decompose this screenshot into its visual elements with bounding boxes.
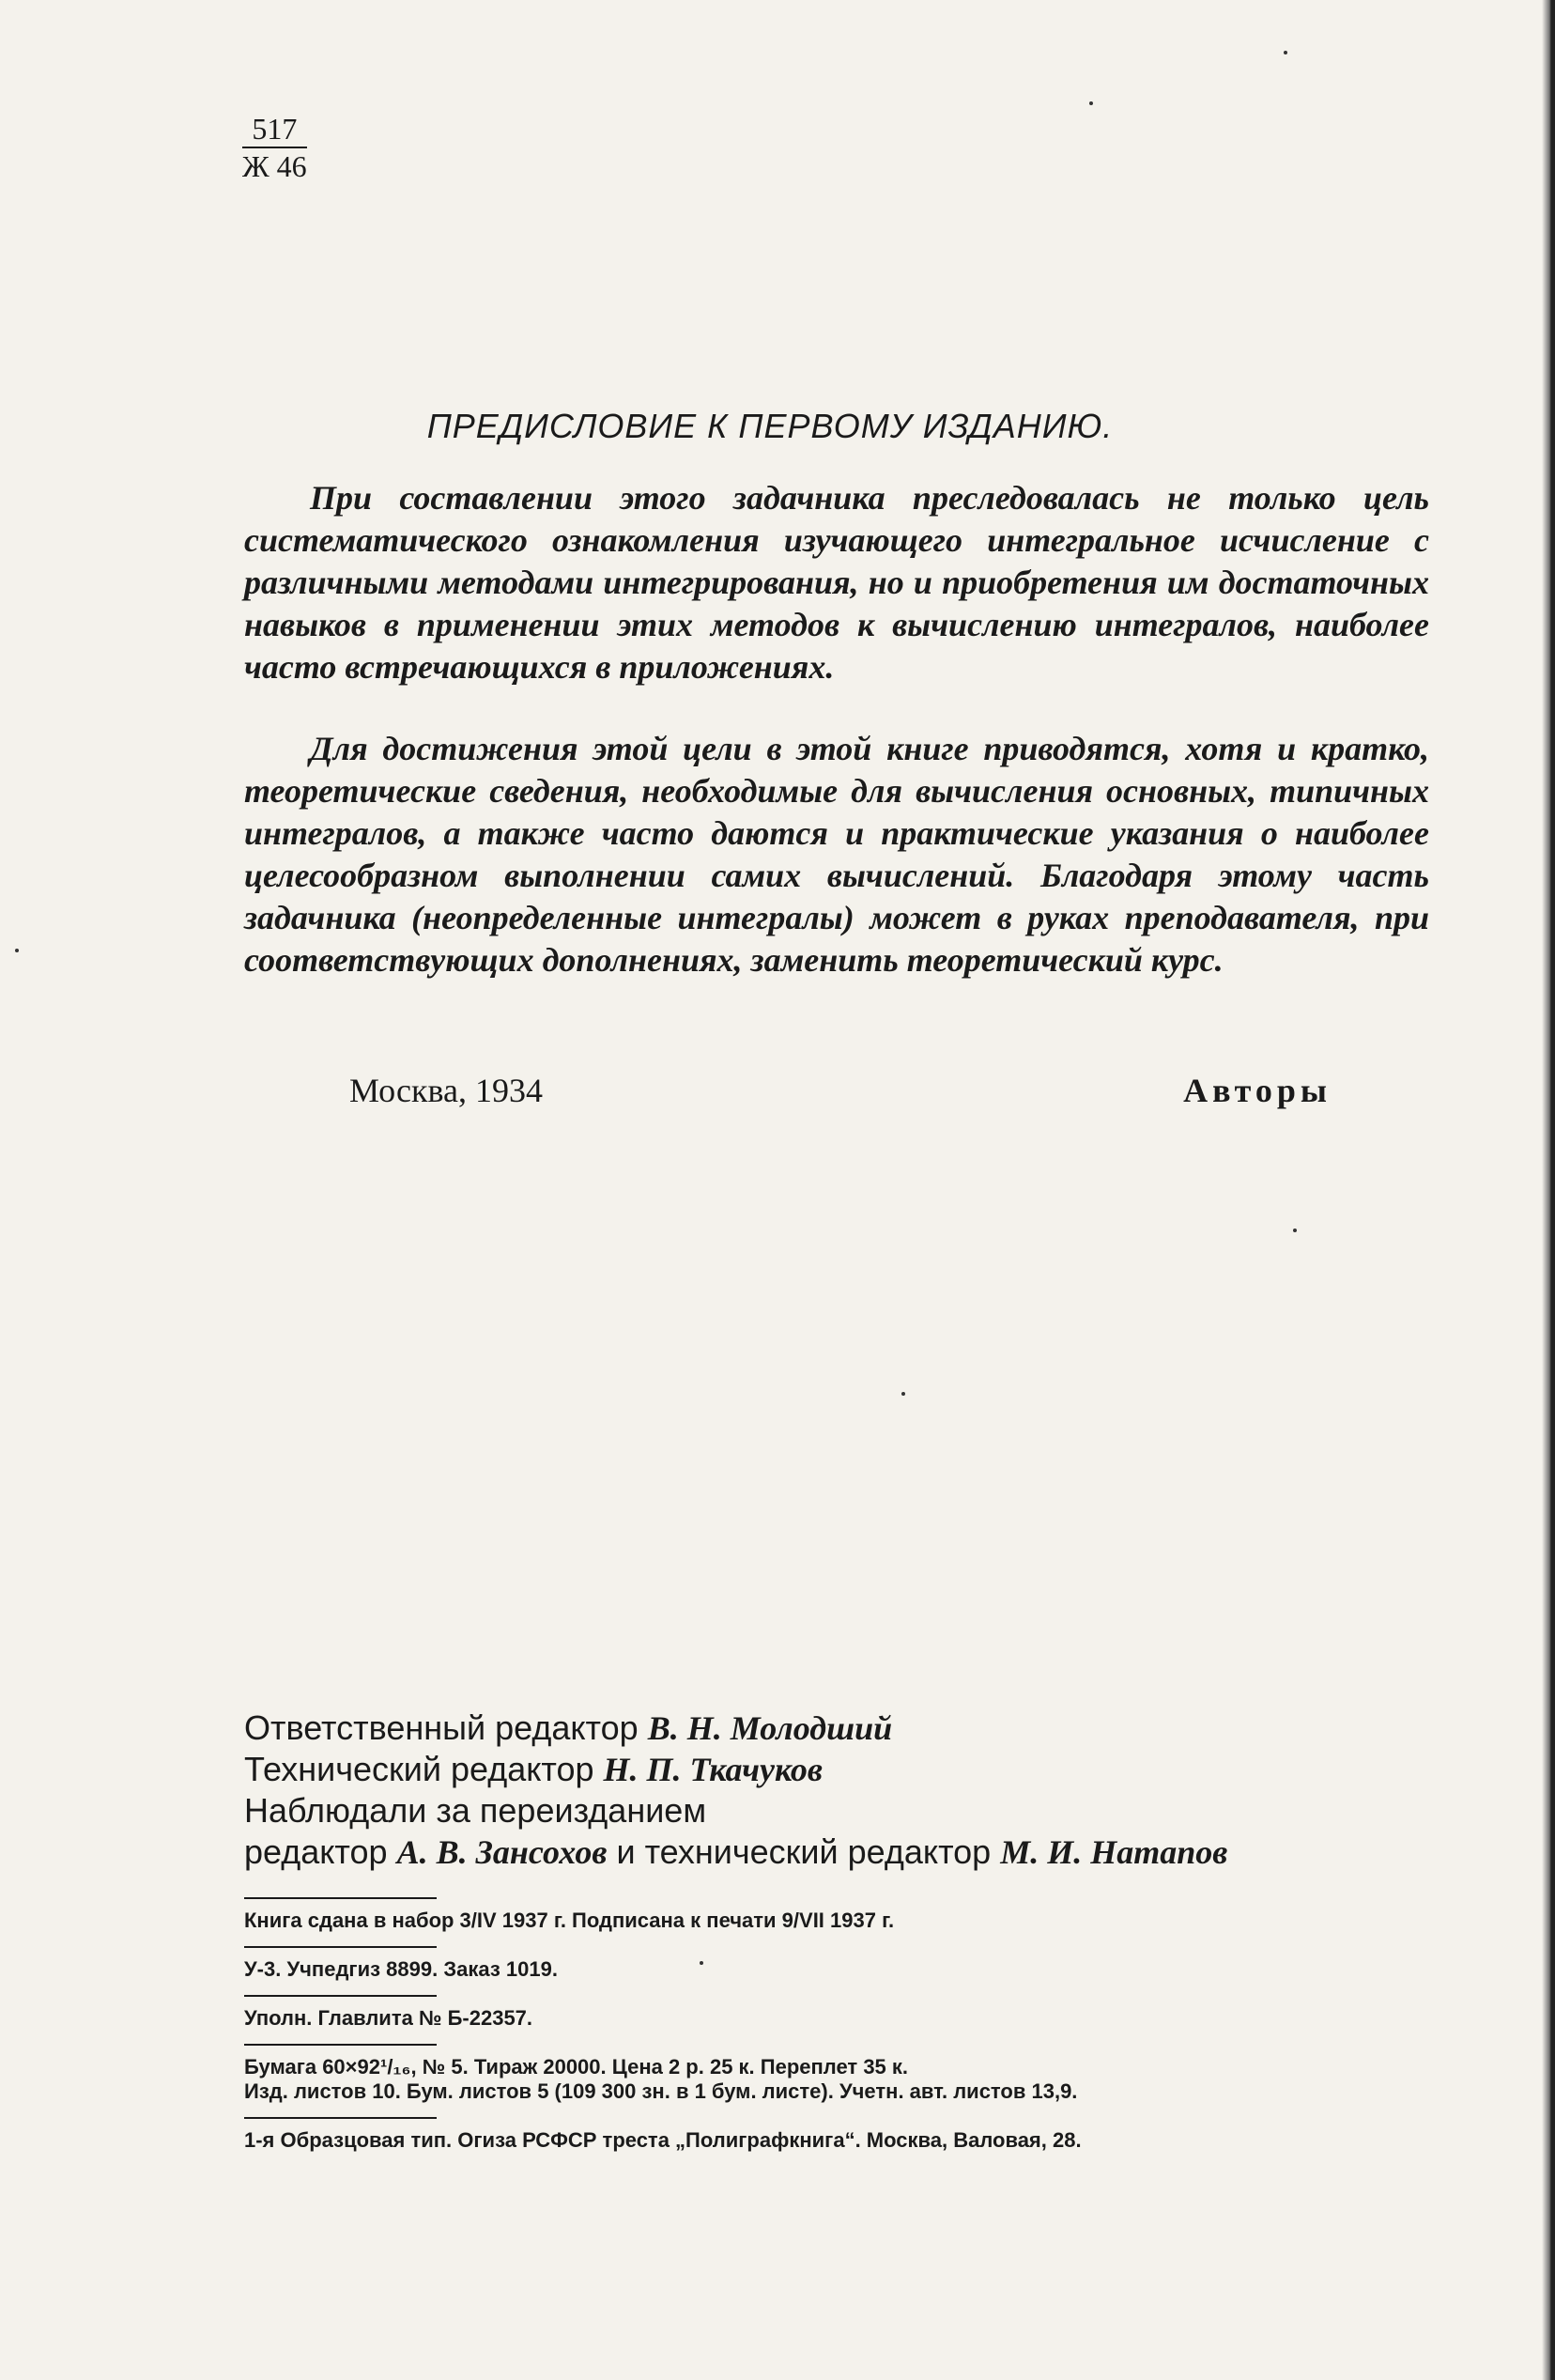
speck [1293, 1229, 1297, 1232]
imprint-glavlit: Уполн. Главлита № Б-22357. [244, 2006, 533, 2030]
preface-title: ПРЕДИСЛОВИЕ К ПЕРВОМУ ИЗДАНИЮ. [426, 407, 1114, 445]
credits-row [244, 1790, 1409, 1831]
imprint-block [244, 2051, 1352, 2117]
shelfmark [242, 111, 307, 185]
imprint-sheets: Изд. листов 10. Бум. листов 5 (109 300 зн. в 1 бум. листе). Учетн. авт. листов 13,9. [244, 2079, 1078, 2103]
divider [244, 1995, 437, 1997]
editor-name: А. В. Зансохов [396, 1833, 608, 1871]
responsible-editor-label: Ответственный редактор [244, 1708, 639, 1747]
imprint-block [244, 1954, 1352, 1995]
imprint-printer: 1-я Образцовая тип. Огиза РСФСР треста „Полиграфкнига“. Москва, Валовая, 28. [244, 2128, 1082, 2152]
credits-row [244, 1831, 1409, 1873]
preface-paragraph: При составлении этого задачника преследовалась не только цель систематического ознакомления изучающего интегральное исчисление с различными методами интегрирования, но и приобретения им достаточных навыков в применении этих методов к вычислению интегралов, наиболее часто встречающихся в приложениях. [244, 479, 1429, 686]
divider [244, 2044, 437, 2046]
signature: Авторы [1183, 1072, 1332, 1109]
shelfmark-code: Ж 46 [242, 149, 307, 184]
technical-editor-name: Н. П. Ткачуков [603, 1751, 823, 1788]
supervised-label: Наблюдали за переизданием [244, 1791, 707, 1830]
imprint-block [244, 2002, 1352, 2044]
speck [1089, 101, 1093, 105]
imprint-block [244, 1905, 1352, 1946]
imprint-paper: Бумага 60×92¹/₁₆, № 5. Тираж 20000. Цена 2 р. 25 к. Переплет 35 к. [244, 2055, 909, 2079]
responsible-editor-name: В. Н. Молодший [647, 1709, 893, 1747]
divider [244, 1946, 437, 1948]
editor-label: редактор [244, 1832, 388, 1871]
tech-editor2-name: М. И. Натапов [1000, 1833, 1228, 1871]
divider [244, 1897, 437, 1899]
speck [1284, 51, 1287, 54]
imprint [244, 1897, 1352, 2166]
credits-row [244, 1708, 1409, 1749]
imprint-order: У-3. Учпедгиз 8899. Заказ 1019. [244, 1957, 558, 1981]
scan-edge [1542, 0, 1555, 2380]
speck [901, 1392, 905, 1396]
place-year: Москва, 1934 [349, 1072, 543, 1109]
imprint-block [244, 2125, 1352, 2166]
shelfmark-number: 517 [242, 111, 307, 148]
credits [244, 1708, 1409, 1873]
technical-editor-label: Технический редактор [244, 1750, 594, 1788]
and-tech-label: и технический редактор [616, 1832, 992, 1871]
credits-row [244, 1749, 1409, 1790]
speck [15, 949, 19, 952]
imprint-submitted: Книга сдана в набор 3/IV 1937 г. Подписана к печати 9/VII 1937 г. [244, 1909, 895, 1932]
divider [244, 2117, 437, 2119]
preface-paragraph: Для достижения этой цели в этой книге приводятся, хотя и кратко, теоретические сведения, необходимые для вычисления основных, типичных интегралов, а также часто даются и практические указания о наиболее целесообразном выполнении самих вычислений. Благодаря этому часть задачника (неопределенные интегралы) может в руках преподавателя, при соответствующих дополнениях, заменить теоретический курс. [244, 730, 1429, 979]
